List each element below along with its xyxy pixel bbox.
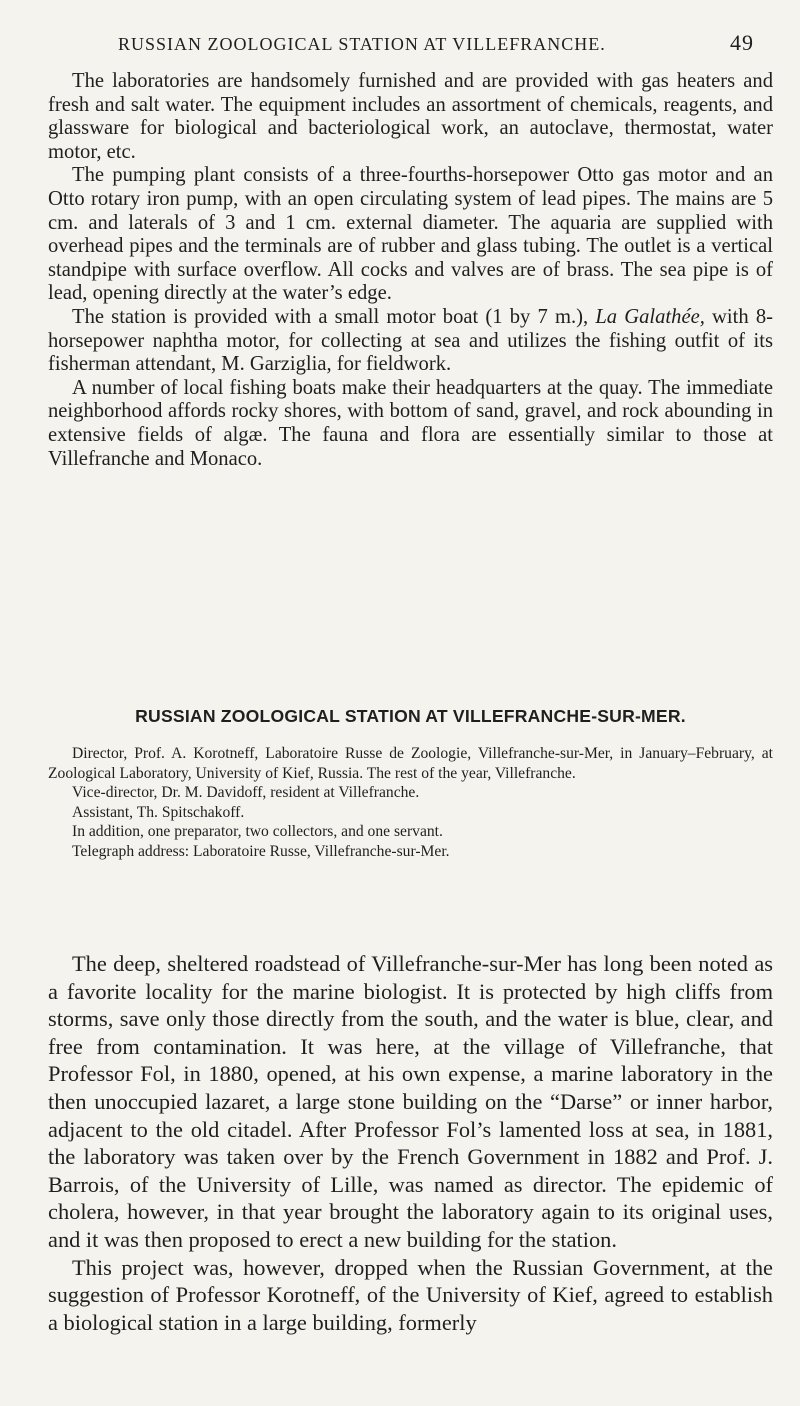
paragraph-motor-boat [48, 306, 773, 377]
paragraph-project: This project was, however, dropped when the Russian Government, at the suggestion of Professor Korotneff, of the University of Kief, agreed to establish a biological station in a large building, formerly [48, 1254, 773, 1335]
section-history [48, 950, 773, 1336]
staff-vice-director: Vice-director, Dr. M. Davidoff, resident at Villefranche. [72, 784, 420, 801]
section-heading: RUSSIAN ZOOLOGICAL STATION AT VILLEFRANCHE-SUR-MER. [135, 706, 686, 726]
section-laboratory-equipment [48, 70, 773, 471]
staff-others: In addition, one preparator, two collectors, and one servant. [72, 823, 443, 840]
page-header [118, 30, 754, 64]
paragraph-equipment: The laboratories are handsomely furnished and are provided with gas heaters and fresh and salt water. The equipment includes an assortment of chemicals, reagents, and glassware for biological and bacteriological work, an autoclave, thermostat, water motor, etc. [48, 70, 773, 163]
boat-name: La Galathée, [595, 305, 705, 328]
page-number: 49 [730, 30, 754, 55]
telegraph-address: Telegraph address: Laboratoire Russe, Villefranche-sur-Mer. [72, 842, 450, 860]
boat-text-after: with 8-horsepower naphtha motor, for collecting at sea and utilizes the fishing outfit of its fisherman attendant, M. Garziglia, for fieldwork. [48, 305, 773, 376]
paragraph-fishing-boats: A number of local fishing boats make their headquarters at the quay. The immediate neighborhood affords rocky shores, with bottom of sand, gravel, and rock abounding in extensive fields of algæ. The fauna and flora are essentially similar to those at Villefranche and Monaco. [48, 376, 773, 470]
paragraph-history: The deep, sheltered roadstead of Villefranche-sur-Mer has long been noted as a favorite locality for the marine biologist. It is protected by high cliffs from storms, save only those directly from the south, and the water is blue, clear, and free from contamination. It was here, at the village of Villefranche, that Professor Fol, in 1880, opened, at his own expense, a marine laboratory in the then unoccupied lazaret, a large stone building on the “Darse” or inner harbor, adjacent to the old citadel. After Professor Fol’s lamented loss at sea, in 1881, the laboratory was taken over by the French Government in 1882 and Prof. J. Barrois, of the University of Lille, was named as director. The epidemic of cholera, however, in that year brought the laboratory again to its original uses, and it was then proposed to erect a new building for the station. [48, 951, 773, 1252]
boat-text-before: The station is provided with a small motor boat (1 by 7 m.), [72, 305, 596, 328]
staff-director: Director, Prof. A. Korotneff, Laboratoire Russe de Zoologie, Villefranche-sur-Mer, in January–February, at Zoological Laboratory, University of Kief, Russia. The rest of the year, Villefranche. [48, 745, 773, 782]
running-title: RUSSIAN ZOOLOGICAL STATION AT VILLEFRANCHE. [118, 34, 606, 54]
staff-listing [48, 744, 773, 861]
paragraph-pumping-plant: The pumping plant consists of a three-fourths-horsepower Otto gas motor and an Otto rotary iron pump, with an open circulating system of lead pipes. The mains are 5 cm. and laterals of 3 and 1 cm. external diameter. The aquaria are supplied with overhead pipes and the terminals are of rubber and glass tubing. The outlet is a vertical standpipe with surface overflow. All cocks and valves are of brass. The sea pipe is of lead, opening directly at the water’s edge. [48, 164, 773, 305]
staff-assistant: Assistant, Th. Spitschakoff. [72, 803, 245, 821]
